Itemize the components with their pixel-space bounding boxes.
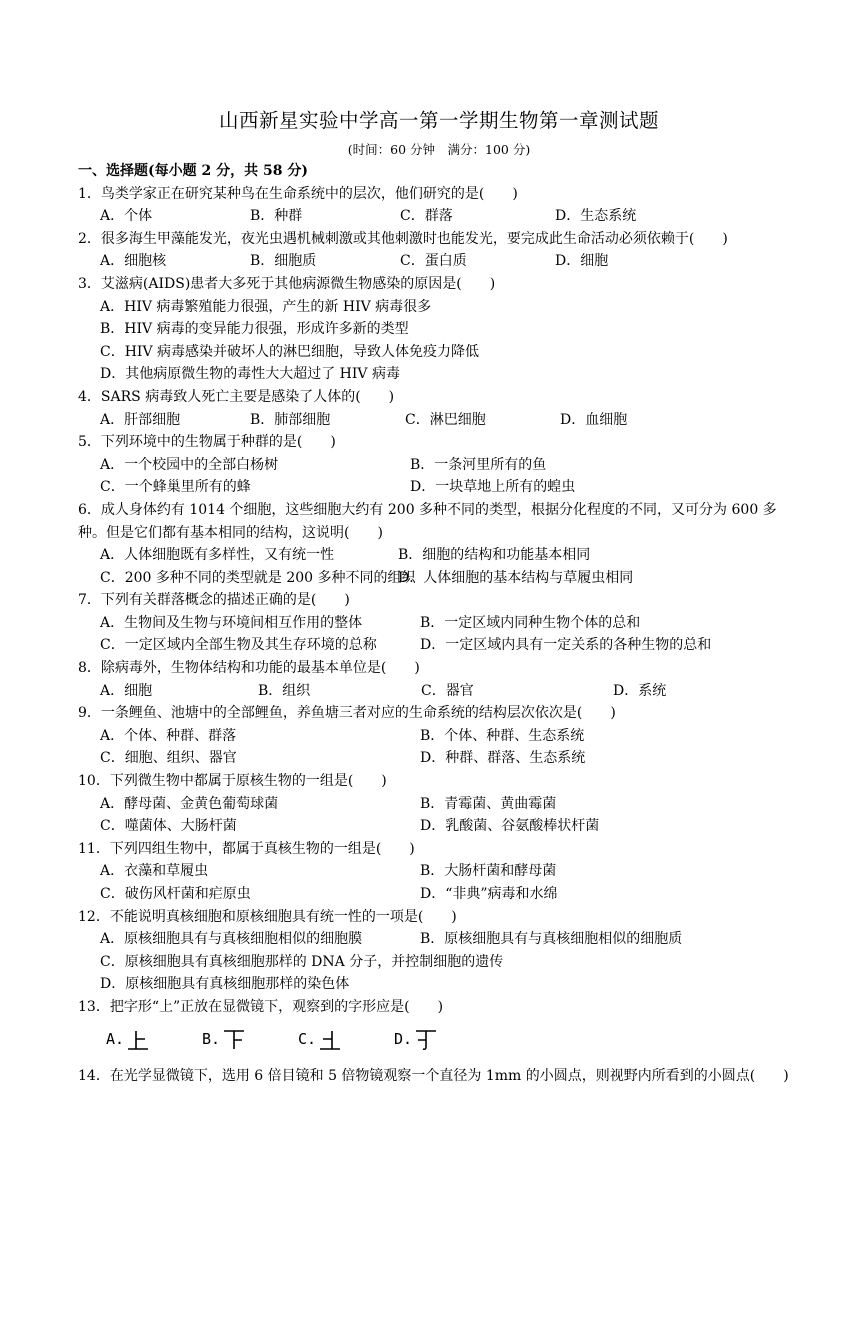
- option: A．衣藻和草履虫: [100, 863, 209, 880]
- option: C．200 多种不同的类型就是 200 多种不同的组织: [100, 569, 416, 586]
- option: D．生态系统: [555, 208, 637, 225]
- question-6-options: [78, 544, 800, 589]
- question-14: 14．在光学显微镜下，选用 6 倍目镜和 5 倍物镜观察一个直径为 1mm 的小圆点，则视野内所看到的小圆点( ): [78, 1067, 789, 1084]
- question-7-options: [78, 612, 800, 657]
- option: D．乳酸菌、谷氨酸棒状杆菌: [420, 818, 600, 835]
- question-10-options: [78, 793, 800, 838]
- question-3-options: [78, 296, 800, 386]
- glyph-upright-icon: [126, 1029, 150, 1051]
- question-7: 7．下列有关群落概念的描述正确的是( ): [78, 592, 350, 609]
- question-1-options: [78, 205, 800, 228]
- option: A．个体: [100, 208, 153, 225]
- question-4: 4．SARS 病毒致人死亡主要是感染了人体的( ): [78, 388, 395, 405]
- option: D．“非典”病毒和水绵: [420, 886, 558, 902]
- option: B．种群: [250, 208, 303, 225]
- question-9-options: [78, 725, 800, 770]
- option: A．细胞: [100, 682, 153, 699]
- question-8: 8．除病毒外，生物体结构和功能的最基本单位是( ): [78, 660, 420, 677]
- option: B．原核细胞具有与真核细胞相似的细胞质: [420, 931, 683, 948]
- option: D．其他病原微生物的毒性大大超过了 HIV 病毒: [100, 366, 400, 383]
- figure-option-d: [394, 1028, 490, 1051]
- option: D．细胞: [555, 253, 609, 270]
- question-13: 13．把字形“上”正放在显微镜下，观察到的字形应是( ): [78, 998, 444, 1015]
- figure-option-a: [106, 1028, 202, 1051]
- question-12: 12．不能说明真核细胞和原核细胞具有统一性的一项是( ): [78, 908, 457, 925]
- option: B．一定区域内同种生物个体的总和: [420, 614, 641, 631]
- option: C．原核细胞具有真核细胞那样的 DNA 分子，并控制细胞的遗传: [100, 953, 504, 970]
- option: A．肝部细胞: [100, 411, 181, 428]
- option: B．细胞质: [250, 253, 317, 270]
- option: C．器官: [421, 682, 474, 699]
- option: C．破伤风杆菌和疟原虫: [100, 886, 251, 902]
- option: C．一定区域内全部生物及其生存环境的总称: [100, 637, 377, 654]
- option: D．一定区域内具有一定关系的各种生物的总和: [420, 637, 712, 654]
- option: D．一块草地上所有的蝗虫: [410, 479, 576, 496]
- question-11: 11．下列四组生物中，都属于真核生物的一组是( ): [78, 840, 415, 857]
- page-subtitle: (时间：60 分钟 满分：100 分): [347, 142, 531, 157]
- option: D．人体细胞的基本结构与草履虫相同: [398, 569, 634, 586]
- option: C．淋巴细胞: [405, 411, 486, 428]
- question-2-options: [78, 250, 800, 273]
- glyph-upside-down-icon: [222, 1029, 246, 1051]
- option: B．细胞的结构和功能基本相同: [398, 547, 591, 564]
- option: A．HIV 病毒繁殖能力很强，产生的新 HIV 病毒很多: [100, 298, 432, 315]
- glyph-mirrored-icon: [318, 1029, 342, 1051]
- question-5: 5．下列环境中的生物属于种群的是( ): [78, 434, 336, 451]
- option: D．种群、群落、生态系统: [420, 750, 586, 767]
- option: C．群落: [400, 208, 453, 225]
- page-title: 山西新星实验中学高一第一学期生物第一章测试题: [218, 109, 659, 132]
- question-10: 10．下列微生物中都属于原核生物的一组是( ): [78, 773, 387, 790]
- question-12-options: [78, 928, 800, 951]
- option-letter: B.: [202, 1030, 221, 1049]
- option: B．一条河里所有的鱼: [410, 456, 547, 473]
- question-2: 2．很多海生甲藻能发光，夜光虫遇机械刺激或其他刺激时也能发光，要完成此生命活动必须依赖于( ): [78, 230, 728, 247]
- question-12-options-cont: [78, 951, 800, 996]
- question-8-options: [78, 680, 800, 703]
- option: A．酵母菌、金黄色葡萄球菌: [100, 795, 279, 812]
- option: B．大肠杆菌和酵母菌: [420, 863, 557, 880]
- option: A．原核细胞具有与真核细胞相似的细胞膜: [100, 931, 363, 948]
- option: B．组织: [258, 682, 311, 699]
- question-4-options: [78, 409, 800, 432]
- exam-page: [0, 108, 860, 1324]
- option: B．HIV 病毒的变异能力很强，形成许多新的类型: [100, 321, 409, 338]
- section-heading: 一、选择题(每小题 2 分，共 58 分): [78, 163, 308, 179]
- option: B．肺部细胞: [250, 411, 331, 428]
- option: D．系统: [613, 682, 667, 699]
- option: A．人体细胞既有多样性，又有统一性: [100, 547, 335, 564]
- glyph-rotated-icon: [414, 1029, 438, 1051]
- option-letter: C.: [298, 1030, 317, 1049]
- figure-option-c: [298, 1028, 394, 1051]
- option-letter: D.: [394, 1030, 413, 1049]
- question-1: 1．鸟类学家正在研究某种鸟在生命系统中的层次，他们研究的是( ): [78, 185, 518, 202]
- question-5-options: [78, 454, 800, 499]
- question-3: 3．艾滋病(AIDS)患者大多死于其他病源微生物感染的原因是( ): [78, 275, 496, 292]
- option: B．青霉菌、黄曲霉菌: [420, 795, 557, 812]
- question-11-options: [78, 860, 800, 905]
- option: A．生物间及生物与环境间相互作用的整体: [100, 614, 363, 631]
- question-9: 9．一条鲤鱼、池塘中的全部鲤鱼，养鱼塘三者对应的生命系统的结构层次依次是( ): [78, 705, 616, 722]
- option: C．一个蜂巢里所有的蜂: [100, 479, 251, 496]
- question-13-figure-options: [78, 1027, 800, 1053]
- option: A．一个校园中的全部白杨树: [100, 456, 279, 473]
- option: D．血细胞: [560, 411, 628, 428]
- option: C．蛋白质: [400, 253, 467, 270]
- option: B．个体、种群、生态系统: [420, 727, 585, 744]
- question-6: 6．成人身体约有 1014 个细胞，这些细胞大约有 200 多种不同的类型，根据分化程度的不同，又可分为 600 多种。但是它们都有基本相同的结构，这说明( ): [78, 501, 777, 541]
- option: C．噬菌体、大肠杆菌: [100, 818, 237, 835]
- option: D．原核细胞具有真核细胞那样的染色体: [100, 976, 350, 993]
- option-letter: A.: [106, 1030, 125, 1049]
- option: A．细胞核: [100, 253, 167, 270]
- option: C．细胞、组织、器官: [100, 750, 237, 767]
- option: A．个体、种群、群落: [100, 727, 237, 744]
- figure-option-b: [202, 1028, 298, 1051]
- option: C．HIV 病毒感染并破坏人的淋巴细胞，导致人体免疫力降低: [100, 343, 480, 360]
